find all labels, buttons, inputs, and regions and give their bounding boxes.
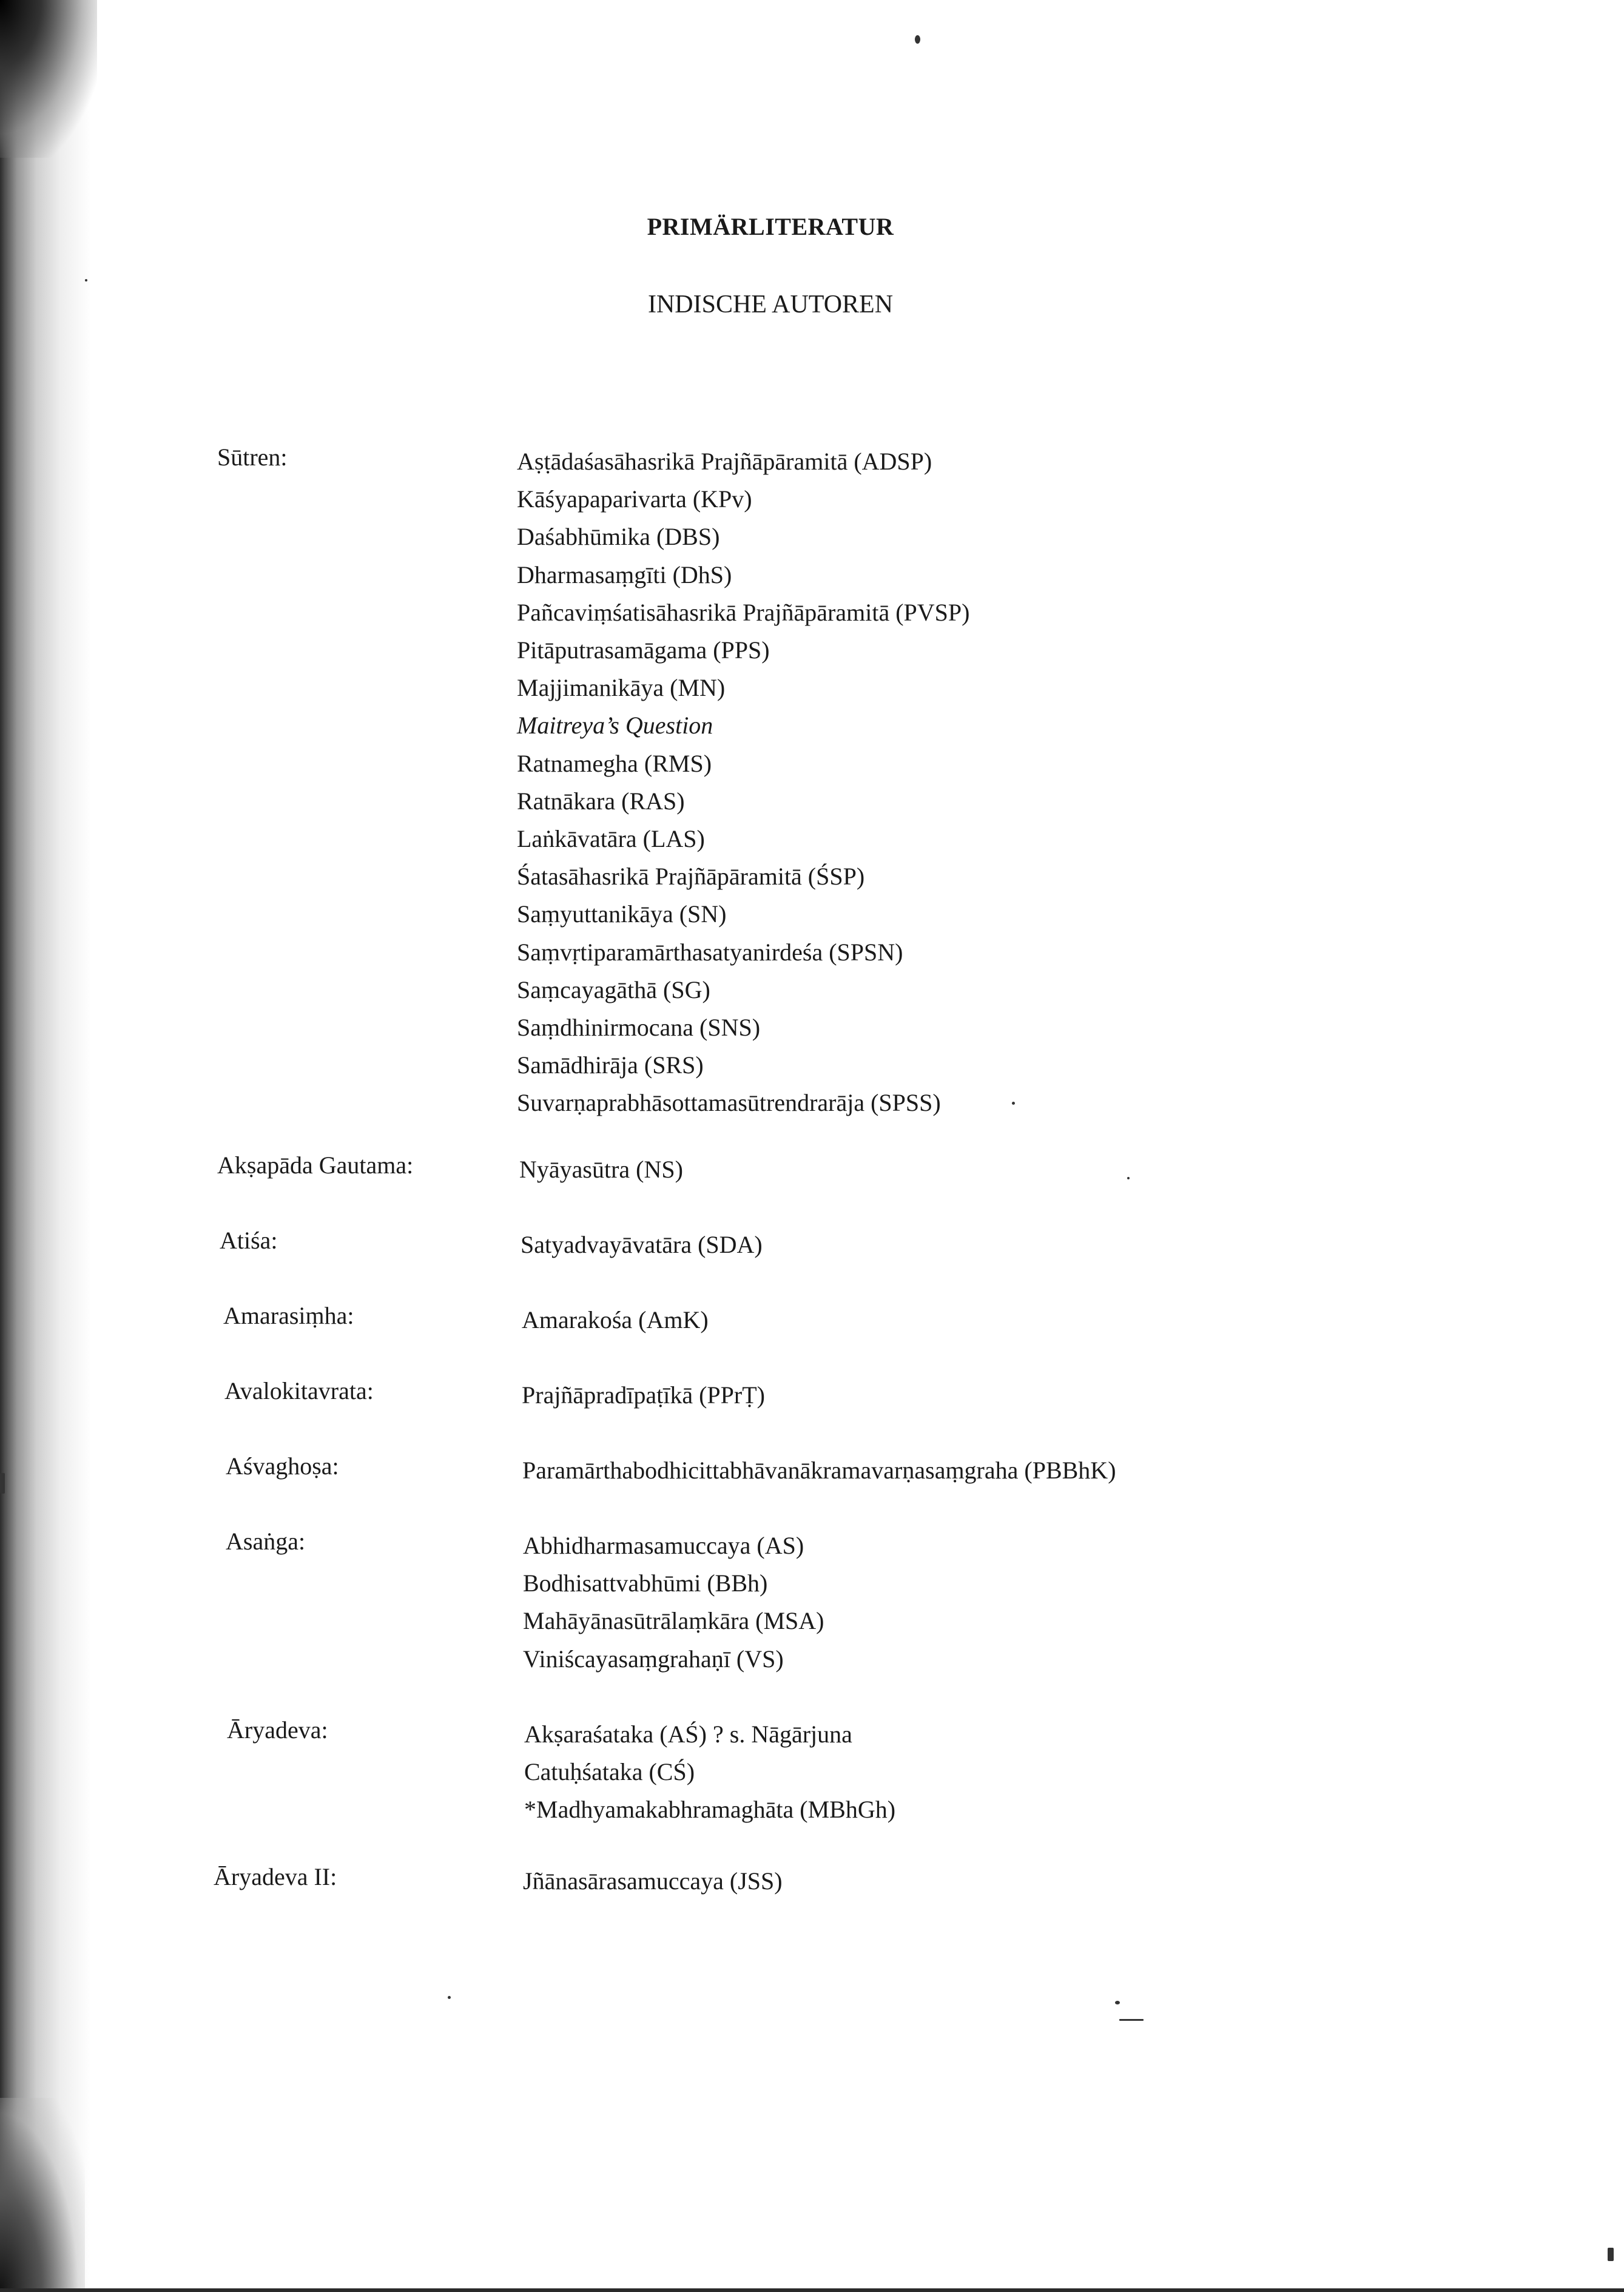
work-title: Prajñāpradīpaṭīkā (PPrṬ) <box>522 1381 765 1409</box>
work-title: Pitāputrasamāgama (PPS) <box>517 636 770 664</box>
work-list <box>523 1527 824 1678</box>
work-title: Saṃdhinirmocana (SNS) <box>517 1014 761 1042</box>
work-title: Mahāyānasūtrālaṃkāra (MSA) <box>523 1607 824 1635</box>
work-list <box>517 443 969 1122</box>
work-title: Saṃvṛtiparamārthasatyanirdeśa (SPSN) <box>517 938 903 966</box>
author-label: Avalokitavrata: <box>224 1377 374 1404</box>
work-title: Jñānasārasamuccaya (JSS) <box>523 1867 783 1895</box>
work-title: Maitreya’s Question <box>517 712 713 740</box>
work-title: Ratnākara (RAS) <box>517 787 685 815</box>
work-title: Pañcaviṃśatisāhasrikā Prajñāpāramitā (PVSP) <box>517 598 970 626</box>
work-title: Satyadvayāvatāra (SDA) <box>521 1231 763 1258</box>
work-title: Abhidharmasamuccaya (AS) <box>523 1532 804 1559</box>
page-title: PRIMÄRLITERATUR <box>647 213 894 240</box>
work-list <box>523 1862 783 1900</box>
work-title: Paramārthabodhicittabhāvanākramavarṇasaṃgraha (PBBhK) <box>522 1457 1116 1484</box>
work-title: Kāśyapaparivarta (KPv) <box>517 485 752 513</box>
work-title: Akṣaraśataka (AŚ) ? s. Nāgārjuna <box>524 1721 852 1748</box>
author-label: Āryadeva: <box>227 1716 328 1744</box>
work-title: Ratnamegha (RMS) <box>517 749 712 777</box>
page-subtitle: INDISCHE AUTOREN <box>647 291 894 319</box>
author-label: Sūtren: <box>217 443 288 471</box>
work-title: Viniścayasaṃgrahaṇī (VS) <box>523 1645 784 1673</box>
work-list <box>524 1716 895 1829</box>
work-list <box>519 1151 683 1188</box>
work-title: Laṅkāvatāra (LAS) <box>517 825 705 853</box>
work-title: Aṣṭādaśasāhasrikā Prajñāpāramitā (ADSP) <box>517 448 932 475</box>
author-label: Asaṅga: <box>226 1528 306 1555</box>
author-label: Āryadeva II: <box>214 1863 337 1890</box>
work-title: Saṃcayagāthā (SG) <box>517 976 710 1003</box>
work-title: Nyāyasūtra (NS) <box>519 1156 683 1183</box>
work-title: Samādhirāja (SRS) <box>517 1051 704 1079</box>
work-title: *Madhyamakabhramaghāta (MBhGh) <box>524 1796 896 1824</box>
work-title: Dharmasaṃgīti (DhS) <box>517 561 732 588</box>
work-title: Majjimanikāya (MN) <box>517 674 726 702</box>
author-label: Akṣapāda Gautama: <box>217 1151 414 1179</box>
work-title: Bodhisattvabhūmi (BBh) <box>523 1569 768 1597</box>
author-label: Atiśa: <box>220 1227 278 1254</box>
work-list <box>522 1301 709 1339</box>
work-title: Śatasāhasrikā Prajñāpāramitā (ŚSP) <box>517 863 865 891</box>
author-label: Amarasiṃha: <box>223 1302 354 1329</box>
work-title: Amarakośa (AmK) <box>522 1306 709 1333</box>
author-label: Aśvaghoṣa: <box>226 1452 339 1480</box>
work-title: Suvarṇaprabhāsottamasūtrendrarāja (SPSS) <box>517 1089 941 1117</box>
work-list <box>521 1226 763 1264</box>
work-list <box>522 1377 765 1414</box>
work-list <box>522 1452 1116 1489</box>
work-title: Catuḥśataka (CŚ) <box>524 1758 695 1786</box>
work-title: Daśabhūmika (DBS) <box>517 523 720 551</box>
work-title: Saṃyuttanikāya (SN) <box>517 900 727 928</box>
